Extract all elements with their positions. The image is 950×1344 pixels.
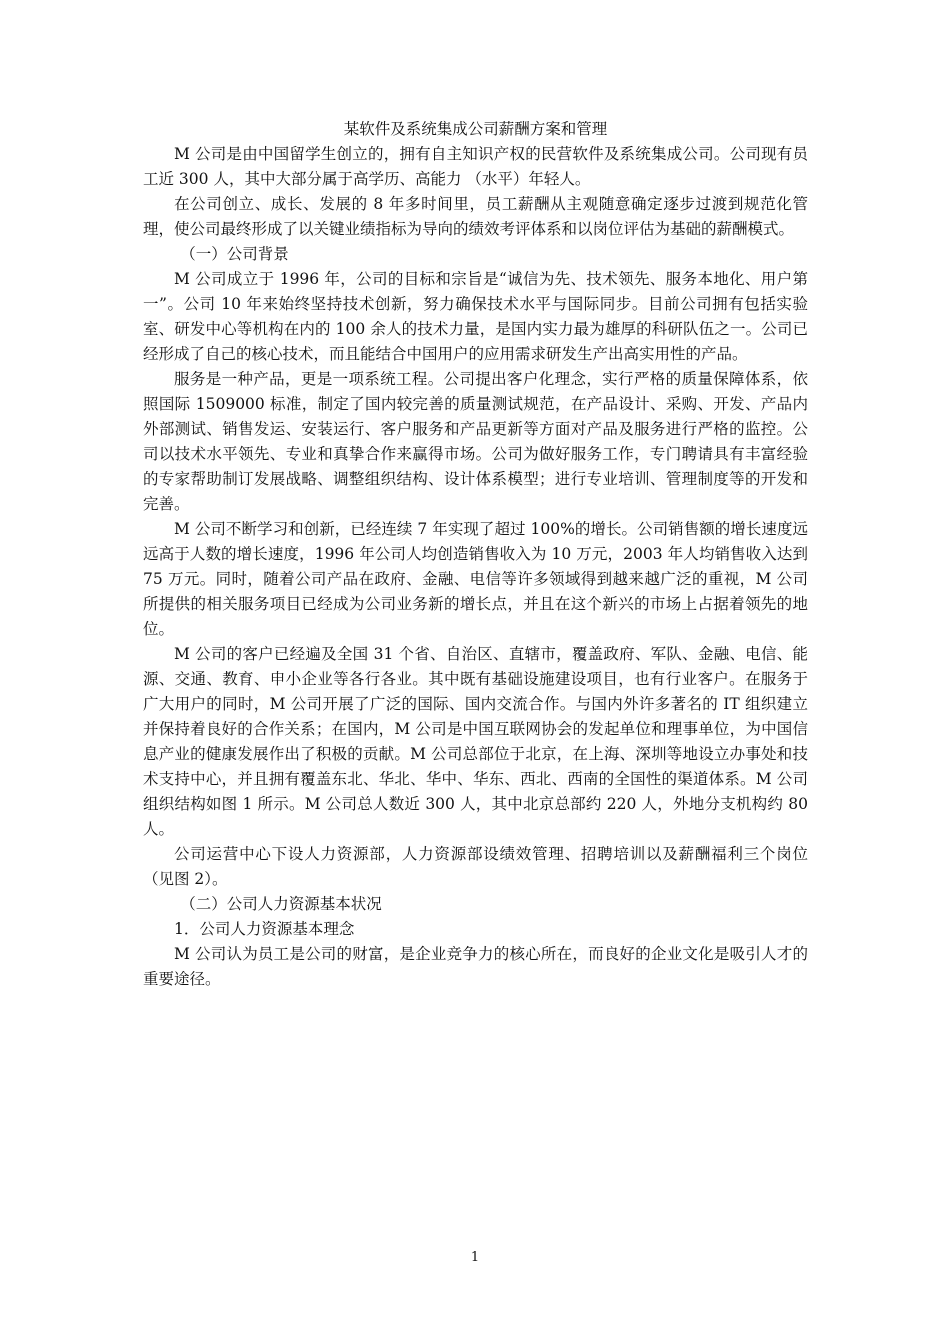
subsection-heading: 1．公司人力资源基本理念 (174, 920, 355, 938)
section-heading: （二）公司人力资源基本状况 (180, 895, 382, 913)
page-number: 1 (470, 1250, 480, 1265)
paragraph: 服务是一种产品，更是一项系统工程。公司提出客户化理念，实行严格的质量保障体系，依照国际 1509000 标准，制定了国内较完善的质量测试规范，在产品设计、采购、开发、产品内外部测试、销售发运、安装运行、客户服务和产品更新等方面对产品及服务进行严格的监控。公司以技术水平领先、专业和真挚合作来赢得市场。公司为做好服务工作，专门聘请具有丰富经验的专家帮助制订发展战略、调整组织结构、设计体系模型；进行专业培训、管理制度等的开发和完善。 (143, 370, 808, 513)
section-heading: （一）公司背景 (180, 245, 289, 263)
paragraph: M 公司的客户已经遍及全国 31 个省、自治区、直辖市，覆盖政府、军队、金融、电信、能源、交通、教育、申小企业等各行各业。其中既有基础设施建设项目，也有行业客户。在服务于广大用户的同时，M 公司开展了广泛的国际、国内交流合作。与国内外许多著名的 IT 组织建立并保持着良好的合作关系；在国内，M 公司是中国互联网协会的发起单位和理事单位，为中国信息产业的健康发展作出了积极的贡献。M 公司总部位于北京，在上海、深圳等地设立办事处和技术支持中心，并且拥有覆盖东北、华北、华中、华东、西北、西南的全国性的渠道体系。M 公司组织结构如图 1 所示。M 公司总人数近 300 人，其中北京总部约 220 人，外地分支机构约 80 人。 (143, 645, 808, 838)
document-title: 某软件及系统集成公司薪酬方案和管理 (343, 120, 608, 138)
paragraph: M 公司成立于 1996 年，公司的目标和宗旨是“诚信为先、技术领先、服务本地化、用户第一”。公司 10 年来始终坚持技术创新，努力确保技术水平与国际同步。目前公司拥有包括实验室、研发中心等机构在内的 100 余人的技术力量，是国内实力最为雄厚的科研队伍之一。公司已经形成了自己的核心技术，而且能结合中国用户的应用需求研发生产出高实用性的产品。 (143, 270, 808, 363)
paragraph: M 公司认为员工是公司的财富，是企业竞争力的核心所在，而良好的企业文化是吸引人才的重要途径。 (143, 945, 808, 988)
paragraph: M 公司是由中国留学生创立的，拥有自主知识产权的民营软件及系统集成公司。公司现有员工近 300 人，其中大部分属于高学历、高能力 （水平）年轻人。 (143, 145, 808, 188)
document-body (143, 117, 808, 992)
paragraph: 公司运营中心下设人力资源部，人力资源部设绩效管理、招聘培训以及薪酬福利三个岗位 （见图 2）。 (143, 845, 808, 888)
paragraph: 在公司创立、成长、发展的 8 年多时间里，员工薪酬从主观随意确定逐步过渡到规范化管理，使公司最终形成了以关键业绩指标为导向的绩效考评体系和以岗位评估为基础的薪酬模式。 (143, 195, 808, 238)
paragraph: M 公司不断学习和创新，已经连续 7 年实现了超过 100%的增长。公司销售额的增长速度远远高于人数的增长速度，1996 年公司人均创造销售收入为 10 万元，2003 年人均销售收入达到 75 万元。同时，随着公司产品在政府、金融、电信等许多领域得到越来越广泛的重视，M 公司所提供的相关服务项目已经成为公司业务新的增长点，并且在这个新兴的市场上占据着领先的地位。 (143, 520, 808, 638)
